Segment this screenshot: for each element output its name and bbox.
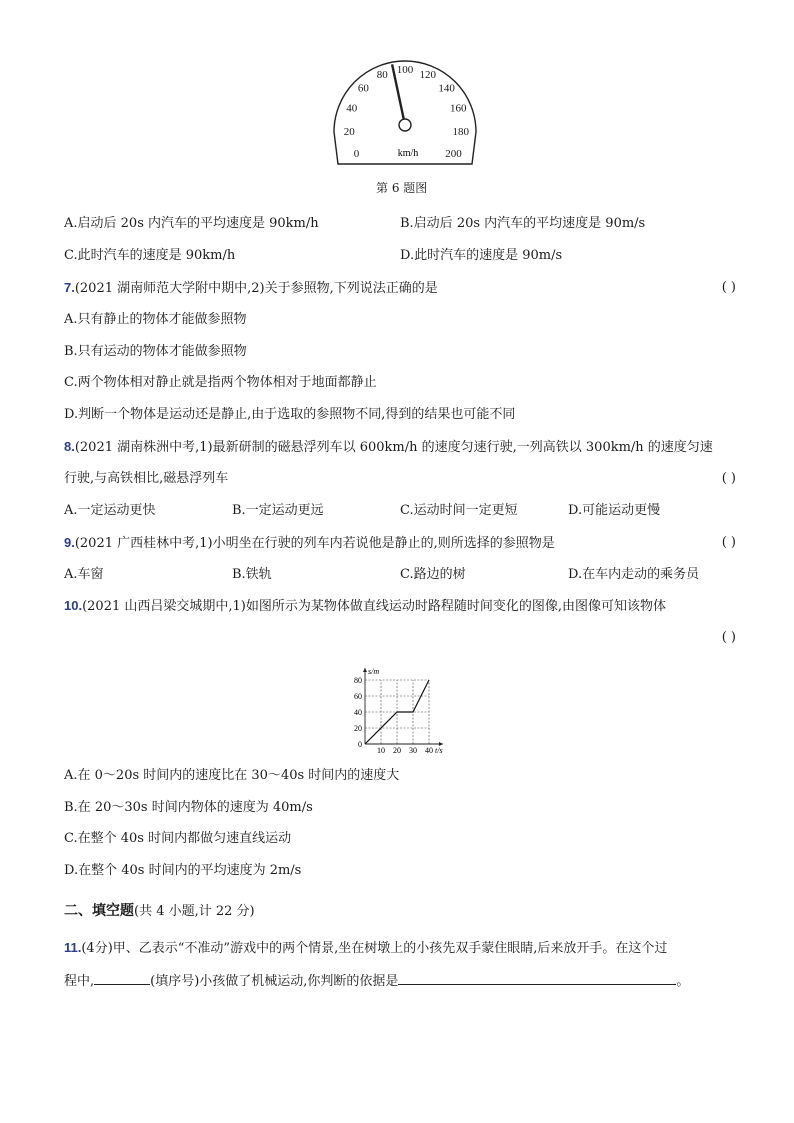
speedometer-label-40: 40 xyxy=(346,102,358,115)
x-tick-label: 30 xyxy=(409,746,417,755)
q9-option-b: B.铁轨 xyxy=(232,567,272,582)
q7-answer-paren: ( ) xyxy=(721,280,736,295)
q8-option-b: B.一定运动更远 xyxy=(232,503,324,518)
speedometer-unit: km/h xyxy=(397,148,419,159)
q6-option-d: D.此时汽车的速度是 90m/s xyxy=(400,248,563,263)
q7-stem: 7.(2021 湖南师范大学附中期中,2)关于参照物,下列说法正确的是 xyxy=(64,280,438,296)
q8-stem-line2: 行驶,与高铁相比,磁悬浮列车 xyxy=(64,471,229,486)
q11-line2: 程中, (填序号)小孩做了机械运动,你判断的依据是 。 xyxy=(64,974,690,989)
q11-blank-1[interactable] xyxy=(94,972,150,985)
x-axis-label: t/s xyxy=(435,746,443,755)
q7-number: 7. xyxy=(64,280,75,295)
q8-stem-line1: 8.(2021 湖南株洲中考,1)最新研制的磁悬浮列车以 600km/h 的速度匀速行驶,一列高铁以 300km/h 的速度匀速 xyxy=(64,439,713,455)
q9-number: 9. xyxy=(64,535,75,550)
y-axis-arrow xyxy=(363,668,367,672)
speedometer-label-140: 140 xyxy=(438,82,455,95)
speedometer-label-0: 0 xyxy=(353,148,360,160)
q9-stem: 9.(2021 广西桂林中考,1)小明坐在行驶的列车内若说他是静止的,则所选择的参照物是 xyxy=(64,535,555,551)
speedometer-label-60: 60 xyxy=(357,82,369,95)
section-2-info: (共 4 小题,计 22 分) xyxy=(134,904,255,919)
q6-option-a: A.启动后 20s 内汽车的平均速度是 90km/h xyxy=(64,216,319,231)
q10-answer-paren: ( ) xyxy=(721,630,736,645)
q9-option-d: D.在车内走动的乘务员 xyxy=(568,567,700,582)
distance-time-chart xyxy=(345,658,455,758)
x-tick-label: 40 xyxy=(425,746,433,755)
q9-answer-paren: ( ) xyxy=(721,535,736,550)
speedometer-hub xyxy=(399,119,411,131)
q7-option-c: C.两个物体相对静止就是指两个物体相对于地面都静止 xyxy=(64,375,377,390)
figure-6-caption: 第 6 题图 xyxy=(376,181,428,195)
q7-option-b: B.只有运动的物体才能做参照物 xyxy=(64,344,247,359)
q8-answer-paren: ( ) xyxy=(721,471,736,486)
q10-option-a: A.在 0～20s 时间内的速度比在 30～40s 时间内的速度大 xyxy=(64,768,400,783)
speedometer-label-120: 120 xyxy=(419,68,437,81)
speedometer-label-20: 20 xyxy=(343,125,355,138)
q8-number: 8. xyxy=(64,439,75,454)
q8-option-a: A.一定运动更快 xyxy=(64,503,156,518)
q11-line1: 11.(4分)甲、乙表示“不准动”游戏中的两个情景,坐在树墩上的小孩先双手蒙住眼睛,后来放开手。在这个过 xyxy=(64,940,668,956)
speedometer-label-200: 200 xyxy=(445,148,462,160)
speedometer-label-80: 80 xyxy=(376,68,388,81)
x-tick-label: 10 xyxy=(377,746,385,755)
q10-option-c: C.在整个 40s 时间内都做匀速直线运动 xyxy=(64,831,292,846)
speedometer-figure xyxy=(320,52,490,170)
speedometer-label-180: 180 xyxy=(452,125,469,138)
y-tick-label: 20 xyxy=(354,724,362,733)
x-tick-label: 20 xyxy=(393,746,401,755)
q7-option-d: D.判断一个物体是运动还是静止,由于选取的参照物不同,得到的结果也可能不同 xyxy=(64,407,516,422)
q9-option-a: A.车窗 xyxy=(64,567,104,582)
q10-stem: 10.(2021 山西吕梁交城期中,1)如图所示为某物体做直线运动时路程随时间变化的图像,由图像可知该物体 xyxy=(64,598,666,614)
q11-number: 11. xyxy=(64,940,82,955)
q10-option-d: D.在整个 40s 时间内的平均速度为 2m/s xyxy=(64,863,302,878)
q9-option-c: C.路边的树 xyxy=(400,567,466,582)
q11-blank-2[interactable] xyxy=(398,972,676,985)
speedometer-label-160: 160 xyxy=(450,102,467,115)
speedometer-label-100: 100 xyxy=(396,64,414,76)
section-2-title: 二、填空题 xyxy=(64,902,134,918)
y-axis-label: s/m xyxy=(368,667,380,676)
section-2-heading xyxy=(64,900,255,920)
q6-option-b: B.启动后 20s 内汽车的平均速度是 90m/s xyxy=(400,216,646,231)
q8-option-c: C.运动时间一定更短 xyxy=(400,503,518,518)
q7-option-a: A.只有静止的物体才能做参照物 xyxy=(64,312,247,327)
y-tick-label: 60 xyxy=(354,692,362,701)
y-tick-label: 80 xyxy=(354,676,362,685)
y-tick-label: 40 xyxy=(354,708,362,717)
y-tick-label: 0 xyxy=(358,740,362,749)
q10-option-b: B.在 20～30s 时间内物体的速度为 40m/s xyxy=(64,800,313,815)
q8-option-d: D.可能运动更慢 xyxy=(568,503,661,518)
q6-option-c: C.此时汽车的速度是 90km/h xyxy=(64,248,236,263)
q10-number: 10. xyxy=(64,598,83,613)
